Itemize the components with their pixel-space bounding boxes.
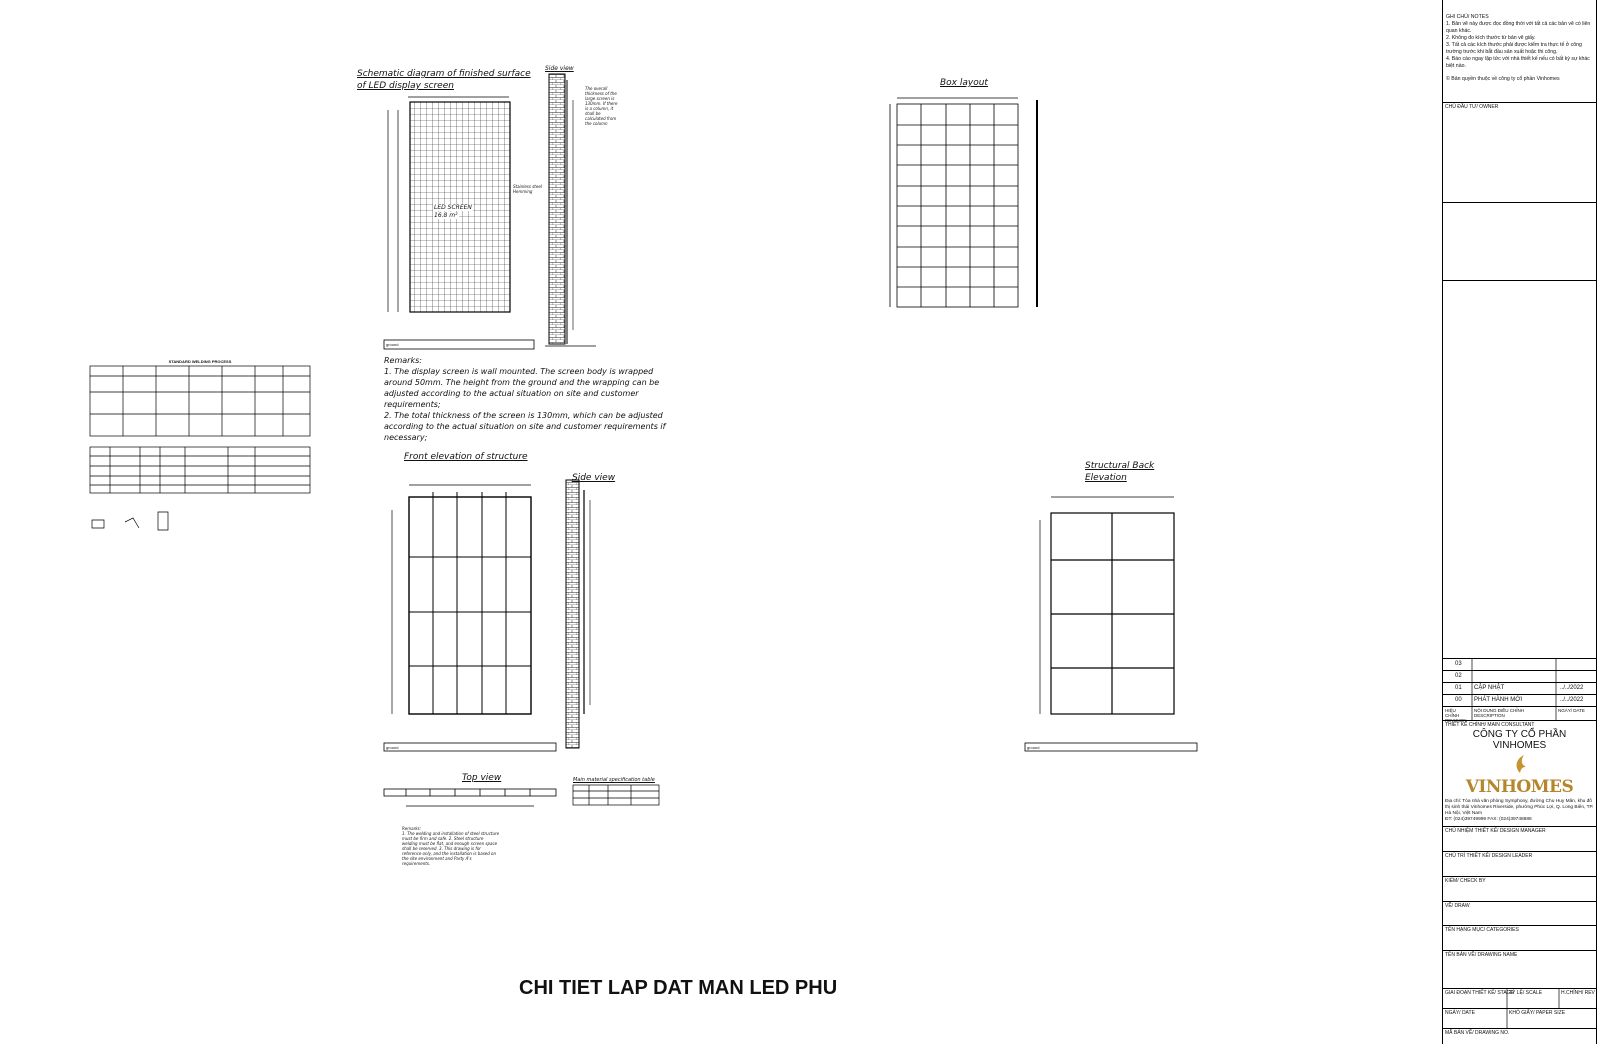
rev-grid-lines — [1443, 658, 1596, 720]
led-screen-schematic — [384, 97, 534, 349]
note-1: 1. Bản vẽ này được đọc đồng thời với tất cả các bản vẽ có liên quan khác. — [1446, 21, 1591, 34]
rev-00: 00 — [1455, 697, 1462, 703]
small-remarks-lines: 1. The welding and installation of steel structure must be firm and safe. 2. Steel structure welding must be flat, and enough screen space shall be reserved. 3. This drawing is for reference only, and the installation is based on the site environment and Party A's requirements. — [402, 831, 500, 866]
top-view-drawing — [384, 789, 556, 806]
front-elevation-title: Front elevation of structure — [404, 452, 528, 462]
side-view-1-title: Side view — [545, 65, 574, 72]
rev-00-desc: PHÁT HÀNH MỚI — [1474, 697, 1523, 703]
side-view-structure — [566, 480, 590, 748]
vinhomes-bird-icon — [1510, 753, 1530, 775]
vinhomes-wordmark: VINHOMES — [1465, 777, 1574, 797]
material-table-title: Main material specification table — [573, 777, 655, 783]
blank-field-1 — [1443, 202, 1596, 280]
schematic-title: Schematic diagram of finished surface of LED display screen — [357, 69, 531, 91]
structural-back-elevation — [1025, 497, 1197, 751]
categories-field: TÊN HẠNG MỤC/ CATEGORIES — [1443, 925, 1596, 950]
blank-field-2 — [1443, 280, 1596, 658]
remarks-line-1: 1. The display screen is wall mounted. The screen body is wrapped around 50mm. The height from the ground and the wrapping can be adjusted according to the actual situation on site and customer requirements; — [384, 367, 660, 409]
welding-table — [90, 366, 310, 530]
remarks-heading: Remarks: — [384, 356, 422, 365]
title-block — [1442, 0, 1597, 1044]
rev-no-label: H.CHỈNH/ REV — [1561, 990, 1595, 996]
owner-field: CHỦ ĐẦU TƯ/ OWNER — [1443, 102, 1596, 202]
top-view-title: Top view — [462, 773, 502, 783]
company-address: Địa chỉ: Tòa nhà văn phòng Symphony, đường Chu Huy Mân, khu đô thị sinh thái Vinhomes Riverside, phường Phúc Lợi, Q. Long Biên, TP. Hà Nội, Việt Nam — [1445, 799, 1594, 816]
scale-label: TỶ LỆ/ SCALE — [1509, 990, 1543, 996]
ground-label-3: ground — [1027, 745, 1040, 750]
ground-label-1: ground — [386, 342, 399, 347]
rev-col-1: HIỆU CHỈNH REVISION — [1445, 708, 1467, 723]
drawn-field: VẼ/ DRAW — [1443, 901, 1596, 925]
note-4: 4. Báo cáo ngay lập tức với nhà thiết kế nếu có bất kỳ sự khác biệt nào. — [1446, 56, 1590, 69]
stage-label: GIAI ĐOẠN THIẾT KẾ/ STAGE — [1445, 990, 1514, 996]
rev-02: 02 — [1455, 673, 1462, 679]
box-layout-grid — [890, 98, 1037, 307]
small-remarks-heading: Remarks: — [402, 826, 421, 831]
front-elevation-structure — [384, 485, 556, 751]
material-spec-table — [573, 785, 659, 805]
note-2: 2. Không đo kích thước từ bản vẽ giấy. — [1446, 35, 1536, 41]
company-name: CÔNG TY CỔ PHẦN VINHOMES — [1472, 729, 1567, 751]
sheet-main-title: CHI TIET LAP DAT MAN LED PHU — [519, 977, 838, 999]
remarks-line-2: 2. The total thickness of the screen is 130mm, which can be adjusted according to the actual situation on site and customer requirements if necessary; — [384, 411, 666, 442]
side-view-note: The overall thickness of the large screen is 130mm. If there is a column, it shall be calculated from the column — [585, 86, 618, 126]
stainless-label: Stainless steel Hemming — [513, 184, 542, 194]
paper-label: KHỔ GIẤY/ PAPER SIZE — [1509, 1010, 1566, 1016]
ground-label-2: ground — [386, 745, 399, 750]
vinhomes-logo — [1445, 753, 1594, 797]
design-leader-field: CHỦ TRÌ THIẾT KẾ/ DESIGN LEADER — [1443, 851, 1596, 876]
rev-01-desc: CẬP NHẬT — [1474, 685, 1505, 691]
drawing-no-field: MÃ BẢN VẼ/ DRAWING NO. — [1443, 1028, 1596, 1044]
copyright-note: © Bản quyền thuộc về công ty cổ phần Vinhomes — [1446, 76, 1560, 82]
box-layout-title: Box layout — [940, 78, 988, 88]
stage-grid-lines — [1443, 988, 1596, 1028]
company-phone: ĐT: (024)39749999 FAX: (024)39748888 — [1445, 817, 1532, 822]
rev-00-date: ../../2022 — [1560, 697, 1584, 703]
date-label: NGÀY/ DATE — [1445, 1010, 1475, 1016]
rev-col-2: NỘI DUNG ĐIỀU CHỈNH DESCRIPTION — [1474, 708, 1525, 718]
drawing-name-field: TÊN BẢN VẼ/ DRAWING NAME — [1443, 950, 1596, 988]
remarks-block — [384, 355, 676, 443]
notes-section — [1443, 0, 1596, 83]
rev-03: 03 — [1455, 661, 1462, 667]
note-3: 3. Tất cả các kích thước phải được kiểm tra thực tế ở công trường trước khi bắt đầu sản xuất hoặc thi công. — [1446, 42, 1582, 55]
consultant-section — [1443, 720, 1596, 826]
structural-back-title: Structural Back Elevation — [1085, 461, 1155, 483]
led-area-label: 16.8 m² — [434, 212, 458, 219]
check-by-field: KIỂM/ CHECK BY — [1443, 876, 1596, 901]
rev-col-3: NGÀY/ DATE — [1558, 708, 1585, 713]
led-screen-label: LED SCREEN — [434, 204, 472, 211]
notes-heading: GHI CHÚ/ NOTES — [1446, 14, 1489, 20]
welding-title: STANDARD WELDING PROCESS — [168, 359, 232, 364]
side-view-2-title: Side view — [572, 473, 616, 483]
rev-01: 01 — [1455, 685, 1462, 691]
design-manager-field: CHỦ NHIỆM THIẾT KẾ/ DESIGN MANAGER — [1443, 826, 1596, 851]
small-remarks — [402, 826, 500, 866]
consultant-label: THIẾT KẾ CHÍNH/ MAIN CONSULTANT — [1445, 722, 1535, 728]
rev-01-date: ../../2022 — [1560, 685, 1584, 691]
